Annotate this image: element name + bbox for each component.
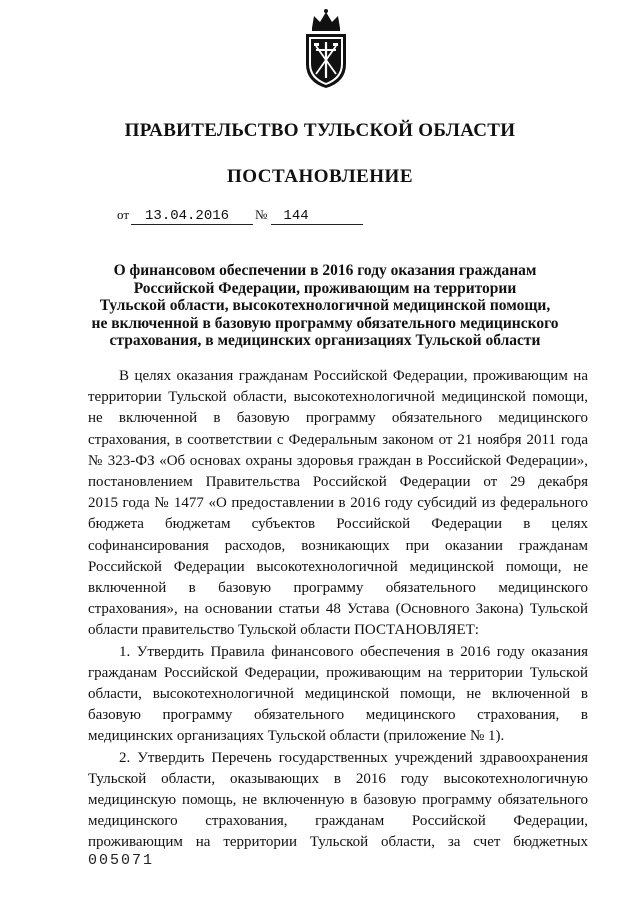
body-line: Тульской области, оказывающих в 2016 году высокотехнологичную: [88, 770, 588, 787]
resolution-body: [88, 366, 588, 854]
body-line: включенной в базовую программу обязательного медицинского: [88, 580, 588, 597]
body-line: медицинских организациях Тульской области (приложение № 1).: [88, 728, 505, 745]
document-type: ПОСТАНОВЛЕНИЕ: [226, 166, 414, 187]
title-line: не включенной в базовую программу обязательного медицинского: [91, 314, 559, 332]
body-line: 1. Утвердить Правила финансового обеспечения в 2016 году оказания: [119, 643, 588, 660]
body-line: территории Тульской области, высокотехнологичной медицинской помощи,: [88, 389, 588, 406]
body-line: софинансирования расходов, возникающих при оказании гражданам: [88, 537, 588, 554]
body-line: базовую программу обязательного медицинского страхования, в: [88, 707, 588, 724]
body-line: постановлением Правительства Российской Федерации от 29 декабря: [88, 474, 588, 491]
body-line: страхования», на основании статьи 48 Устава (Основного Закона) Тульской: [88, 601, 588, 618]
body-line: Российской Федерации высокотехнологичной медицинской помощи, не: [88, 558, 588, 575]
date-label: от: [117, 207, 130, 222]
document-number: 144: [271, 208, 363, 225]
date-number-line: [117, 207, 363, 225]
body-line: 2. Утвердить Перечень государственных учреждений здравоохранения: [119, 749, 588, 766]
title-line: О финансовом обеспечении в 2016 году оказания гражданам: [113, 262, 537, 279]
number-label: №: [255, 207, 268, 222]
title-line: Российской Федерации, проживающим на территории: [133, 279, 517, 297]
body-line: не включенной в базовую программу обязательного медицинского: [88, 410, 588, 427]
title-line: Тульской области, высокотехнологичной медицинской помощи,: [99, 297, 551, 314]
title-line: страхования, в медицинских организациях Тульской области: [109, 332, 541, 349]
body-line: гражданам Российской Федерации, проживающим на территории Тульской: [88, 664, 588, 681]
document-date: 13.04.2016: [131, 208, 253, 225]
body-line: бюджета бюджетам субъектов Российской Федерации в целях: [88, 516, 588, 533]
coat-of-arms-icon: [298, 8, 354, 90]
body-line: области правительство Тульской области ПОСТАНОВЛЯЕТ:: [88, 622, 479, 639]
body-line: медицинского страхования, гражданам Российской Федерации,: [88, 813, 588, 830]
body-line: страхования, в соответствии с Федеральным законом от 21 ноября 2011 года: [88, 431, 588, 448]
body-line: медицинскую помощь, не включенную в базовую программу обязательного: [88, 792, 588, 809]
organization-title: ПРАВИТЕЛЬСТВО ТУЛЬСКОЙ ОБЛАСТИ: [124, 120, 516, 141]
document-serial-code: 005071: [88, 852, 155, 869]
body-line: 2015 года № 1477 «О предоставлении в 2016 году субсидий из федерального: [88, 495, 588, 512]
body-line: области, высокотехнологичной медицинской помощи, не включенной в: [88, 686, 588, 703]
resolution-title: [60, 262, 590, 350]
body-line: В целях оказания гражданам Российской Федерации, проживающим на: [119, 368, 588, 384]
body-line: № 323-ФЗ «Об основах охраны здоровья граждан в Российской Федерации»,: [88, 452, 588, 469]
body-line: проживающим на территории Тульской области, за счет бюджетных: [88, 834, 588, 851]
